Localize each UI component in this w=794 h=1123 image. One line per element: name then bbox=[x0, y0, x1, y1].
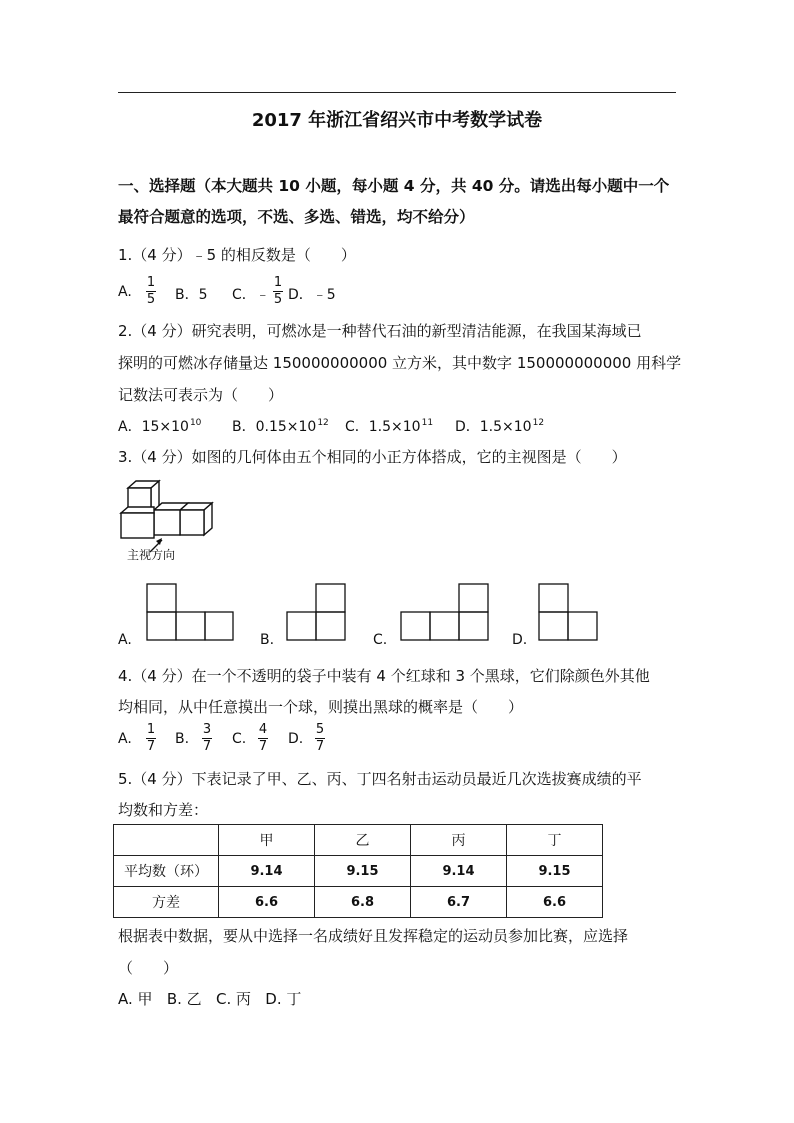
q3-option-b-figure bbox=[286, 583, 346, 641]
q5-line2: 均数和方差： bbox=[118, 801, 209, 819]
q3-option-a-figure bbox=[146, 583, 234, 641]
table-header-row bbox=[114, 825, 603, 856]
table-row bbox=[114, 887, 603, 918]
table-header-cell: 乙 bbox=[315, 825, 411, 856]
top-rule bbox=[118, 92, 676, 93]
table-header-cell: 甲 bbox=[219, 825, 315, 856]
q3-stem: 3.（4 分）如图的几何体由五个相同的小正方体搭成，它的主视图是（ ） bbox=[118, 448, 627, 466]
q4-option-c-fraction: 4 7 bbox=[258, 722, 268, 754]
q2-option-c: C．$1.5\times 10^{11}$ bbox=[345, 418, 434, 435]
q4-option-b-fraction: 3 7 bbox=[202, 722, 212, 754]
q1-c-numerator: 1 bbox=[273, 275, 283, 290]
q4-option-c-label: C. bbox=[232, 731, 247, 747]
table-cell: 9.15 bbox=[507, 856, 603, 887]
table-cell: 9.14 bbox=[219, 856, 315, 887]
table-row bbox=[114, 856, 603, 887]
table-cell: 平均数（环） bbox=[114, 856, 219, 887]
q3-option-d-label: D. bbox=[512, 632, 528, 648]
table-header-cell: 丁 bbox=[507, 825, 603, 856]
q4-line1: 4.（4 分）在一个不透明的袋子中装有 4 个红球和 3 个黑球，它们除颜色外其他 bbox=[118, 667, 650, 685]
q2-line3: 记数法可表示为（ ） bbox=[118, 386, 284, 404]
q2-option-b: B．$0.15\times 10^{12}$ bbox=[232, 418, 329, 435]
q1-c-denominator: 5 bbox=[273, 292, 283, 307]
q3-option-d-figure bbox=[538, 583, 598, 641]
q1-a-denominator: 5 bbox=[146, 292, 156, 307]
q1-option-a-fraction bbox=[146, 276, 156, 307]
q5-line1: 5.（4 分）下表记录了甲、乙、丙、丁四名射击运动员最近几次选拔赛成绩的平 bbox=[118, 770, 642, 788]
table-header-cell bbox=[114, 825, 219, 856]
table-cell: 方差 bbox=[114, 887, 219, 918]
table-cell: 6.8 bbox=[315, 887, 411, 918]
table-cell: 9.14 bbox=[411, 856, 507, 887]
q3-option-a-label: A. bbox=[118, 632, 132, 648]
q1-stem: 1.（4 分）﹣5 的相反数是（ ） bbox=[118, 246, 356, 264]
q5-after-line1: 根据表中数据，要从中选择一名成绩好且发挥稳定的运动员参加比赛，应选择 bbox=[118, 927, 629, 945]
q1-option-a-label: A. bbox=[118, 284, 132, 300]
q1-option-c-fraction bbox=[273, 276, 283, 307]
q4-option-d-label: D. bbox=[288, 731, 304, 747]
page-title: 2017 年浙江省绍兴市中考数学试卷 bbox=[251, 110, 543, 131]
table-cell: 9.15 bbox=[315, 856, 411, 887]
q4-option-a-fraction: 1 7 bbox=[146, 722, 156, 754]
score-table bbox=[113, 824, 603, 918]
q1-a-numerator: 1 bbox=[146, 275, 156, 290]
q4-option-d-fraction: 5 7 bbox=[315, 722, 325, 754]
table-cell: 6.6 bbox=[219, 887, 315, 918]
table-cell: 6.6 bbox=[507, 887, 603, 918]
q4-option-a-label: A. bbox=[118, 731, 132, 747]
q1-option-c-label: C．﹣ bbox=[232, 287, 270, 303]
table-header-cell: 丙 bbox=[411, 825, 507, 856]
q2-option-a: A．$15\times 10^{10}$ bbox=[118, 418, 202, 435]
q2-option-d: D．$1.5\times 10^{12}$ bbox=[455, 418, 545, 435]
q4-line2: 均相同，从中任意摸出一个球，则摸出黑球的概率是（ ） bbox=[118, 698, 524, 716]
section-heading-line1: 一、选择题（本大题共 10 小题，每小题 4 分，共 40 分。请选出每小题中一个 bbox=[118, 177, 670, 195]
q4-option-b-label: B. bbox=[175, 731, 190, 747]
section-heading-line2: 最符合题意的选项，不选、多选、错选，均不给分） bbox=[118, 208, 475, 226]
q1-option-b: B．5 bbox=[175, 287, 208, 303]
q1-option-d: D．﹣5 bbox=[288, 287, 336, 303]
q2-line1: 2.（4 分）研究表明，可燃冰是一种替代石油的新型清洁能源，在我国某海域已 bbox=[118, 322, 642, 340]
q5-after-line2: （ ） bbox=[118, 959, 179, 977]
q3-view-direction-label: 主视方向 bbox=[127, 548, 176, 562]
table-cell: 6.7 bbox=[411, 887, 507, 918]
q3-option-b-label: B. bbox=[260, 632, 275, 648]
q5-options: A. 甲 B. 乙 C. 丙 D. 丁 bbox=[118, 990, 302, 1008]
q3-solid-figure bbox=[118, 478, 218, 540]
q2-line2: 探明的可燃冰存储量达 150000000000 立方米，其中数字 150000000000 用科学 bbox=[118, 354, 682, 372]
q3-option-c-figure bbox=[400, 583, 490, 641]
q3-option-c-label: C. bbox=[373, 632, 388, 648]
